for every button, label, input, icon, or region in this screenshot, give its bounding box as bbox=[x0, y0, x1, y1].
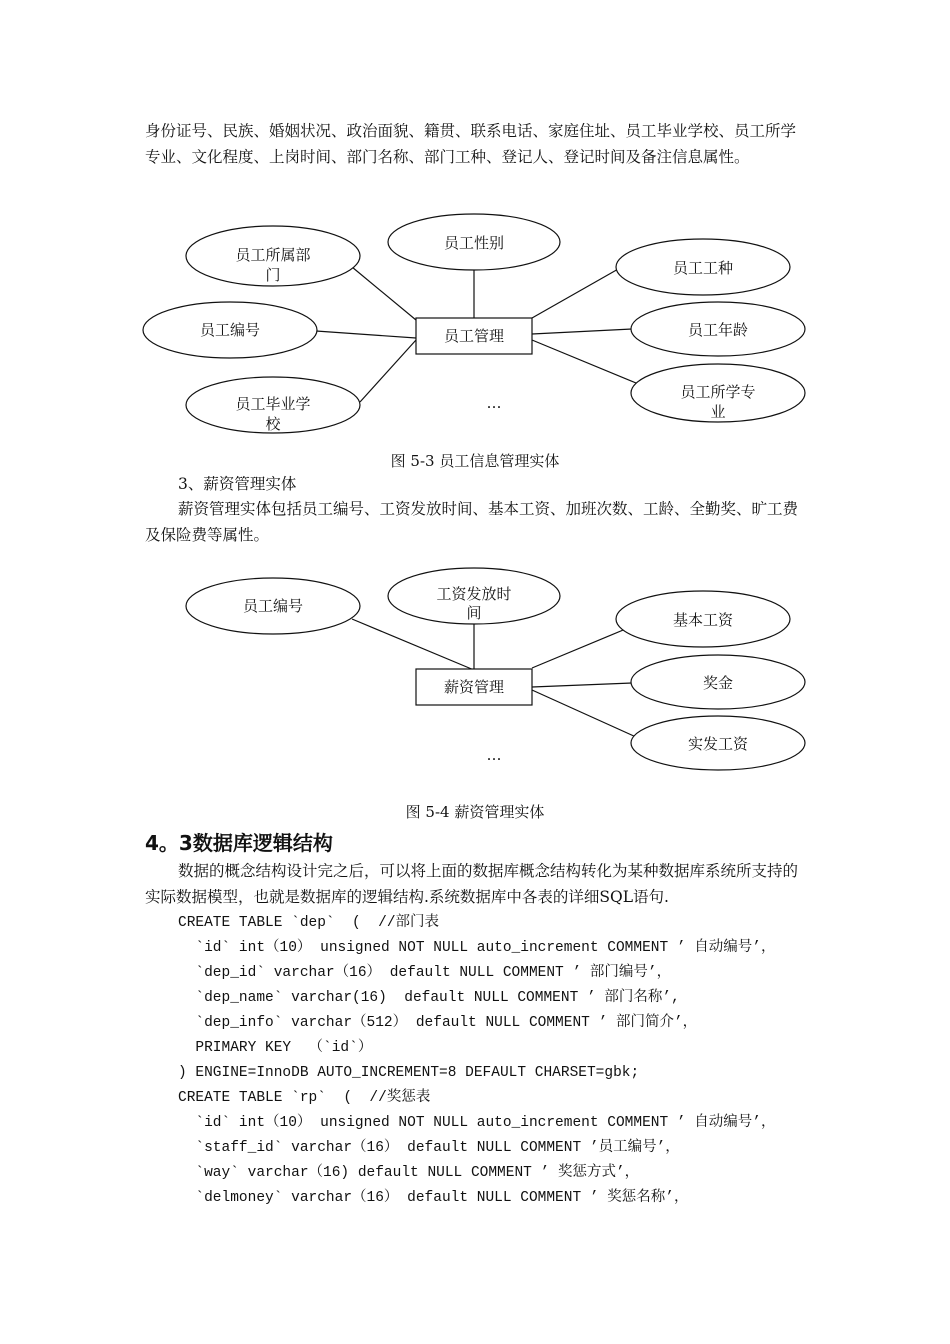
attr-base-pay-label: 基本工资 bbox=[672, 611, 734, 629]
attr-type-label: 员工工种 bbox=[672, 259, 734, 277]
diagram-ellipsis: … bbox=[486, 394, 502, 412]
employee-er-diagram bbox=[0, 0, 950, 440]
entity-label: 员工管理 bbox=[443, 327, 505, 345]
figure-5-4-caption: 图 5-4 薪资管理实体 bbox=[405, 803, 545, 821]
code-line: ) ENGINE=InnoDB AUTO_INCREMENT=8 DEFAULT CHARSET=gbk; bbox=[178, 1065, 640, 1081]
section-title: 3、薪资管理实体 bbox=[178, 475, 297, 493]
attr-dept-label-1: 员工所属部 bbox=[235, 246, 311, 264]
code-line: `id` int（10） unsigned NOT NULL auto_increment COMMENT ’ 自动编号’， bbox=[178, 940, 776, 956]
attr-major-label-2: 业 bbox=[710, 403, 726, 421]
salary-er-diagram bbox=[0, 560, 950, 800]
attr-dept-label-2: 门 bbox=[265, 266, 281, 284]
salary-entity-label: 薪资管理 bbox=[443, 678, 505, 696]
attr-age-label: 员工年龄 bbox=[687, 321, 749, 339]
attr-gender-label: 员工性别 bbox=[443, 234, 505, 252]
attr-school-label-2: 校 bbox=[265, 415, 281, 433]
salary-diagram-ellipsis: … bbox=[486, 746, 502, 764]
code-line: `id` int（10） unsigned NOT NULL auto_increment COMMENT ’ 自动编号’， bbox=[178, 1115, 776, 1131]
attr-actual-pay-label: 实发工资 bbox=[687, 735, 749, 753]
attr-id-label: 员工编号 bbox=[199, 321, 261, 339]
section-heading: 4。3数据库逻辑结构 bbox=[145, 831, 333, 855]
figure-5-3-caption: 图 5-3 员工信息管理实体 bbox=[390, 452, 560, 470]
attr-major-label-1: 员工所学专 bbox=[680, 383, 756, 401]
attr-staff-id-label: 员工编号 bbox=[242, 597, 304, 615]
code-line: PRIMARY KEY （`id`） bbox=[178, 1040, 373, 1056]
code-line: `dep_name` varchar(16) default NULL COMMENT ’ 部门名称’, bbox=[178, 990, 680, 1006]
code-line: `dep_info` varchar（512） default NULL COMMENT ’ 部门简介’， bbox=[178, 1015, 698, 1031]
logic-paragraph: 数据的概念结构设计完之后，可以将上面的数据库概念结构转化为某种数据库系统所支持的实际数据模型，也就是数据库的逻辑结构.系统数据库中各表的详细SQL语句. bbox=[145, 862, 799, 906]
code-line: CREATE TABLE `dep` ( //部门表 bbox=[178, 915, 440, 931]
code-line: `staff_id` varchar（16） default NULL COMMENT ’员工编号’， bbox=[178, 1140, 680, 1156]
code-line: `dep_id` varchar（16） default NULL COMMENT ’ 部门编号’， bbox=[178, 965, 672, 981]
code-line: CREATE TABLE `rp` ( //奖惩表 bbox=[178, 1090, 431, 1106]
code-line: `way` varchar（16) default NULL COMMENT ’ 奖惩方式’， bbox=[178, 1165, 640, 1181]
section-paragraph: 薪资管理实体包括员工编号、工资发放时间、基本工资、加班次数、工龄、全勤奖、旷工费及保险费等属性。 bbox=[145, 500, 799, 544]
attr-school-label-1: 员工毕业学 bbox=[235, 395, 311, 413]
code-line: `delmoney` varchar（16） default NULL COMMENT ’ 奖惩名称’， bbox=[178, 1190, 689, 1206]
attr-pay-time-label-1: 工资发放时 bbox=[436, 585, 512, 603]
intro-paragraph: 身份证号、民族、婚姻状况、政治面貌、籍贯、联系电话、家庭住址、员工毕业学校、员工所学专业、文化程度、上岗时间、部门名称、部门工种、登记人、登记时间及备注信息属性。 bbox=[145, 122, 797, 166]
attr-pay-time-label-2: 间 bbox=[466, 604, 482, 622]
attr-bonus-label: 奖金 bbox=[702, 674, 734, 692]
